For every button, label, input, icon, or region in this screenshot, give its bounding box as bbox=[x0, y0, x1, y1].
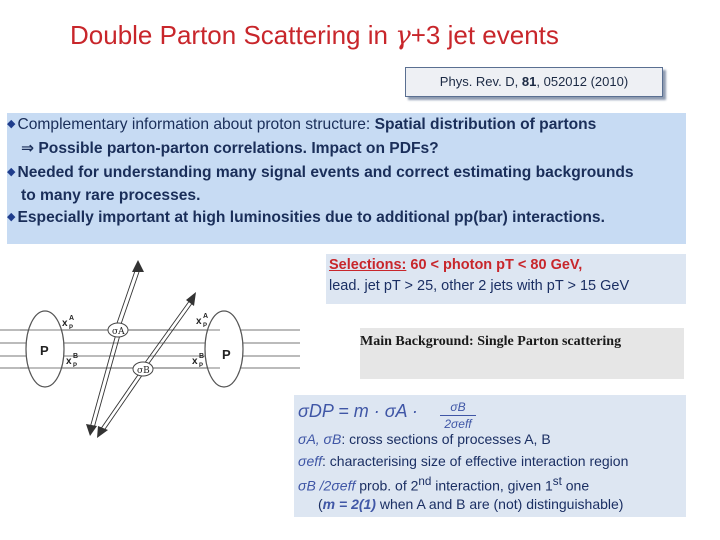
xb-right-sup: B bbox=[199, 353, 205, 360]
formula-line2-sym: σA, σB bbox=[298, 431, 342, 447]
formula-line5-m: m = 2(1) bbox=[322, 496, 376, 512]
formula-line4-text-c: one bbox=[561, 477, 590, 494]
formula-box bbox=[294, 395, 686, 517]
selections-box bbox=[326, 254, 686, 304]
xa-left-x: x bbox=[62, 318, 68, 329]
formula-line-2 bbox=[298, 431, 551, 447]
info-b3: Especially important at high luminosities due to additional pp(bar) interactions. bbox=[17, 209, 605, 226]
formula-line-5 bbox=[318, 496, 623, 512]
formula-main bbox=[298, 401, 418, 422]
formula-line4-sup-b: st bbox=[552, 475, 562, 488]
selections-line-2 bbox=[329, 278, 629, 294]
formula-fraction bbox=[440, 400, 476, 431]
info-box bbox=[7, 113, 686, 244]
frac-bar bbox=[440, 415, 476, 416]
formula-lhs: σDP = m · σA · bbox=[298, 401, 418, 421]
xb-left-sup: B bbox=[73, 353, 79, 360]
info-bullet-1-line2 bbox=[21, 139, 439, 158]
selections-line2-text: lead. jet pT > 25, other 2 jets with pT > 15 GeV bbox=[329, 278, 630, 294]
frac-numerator: σB bbox=[450, 400, 466, 414]
proton-left-label: P bbox=[40, 343, 49, 358]
formula-line-4 bbox=[298, 475, 589, 494]
diamond-bullet-icon: ◆ bbox=[7, 211, 16, 223]
formula-line3-sym: σeff bbox=[298, 453, 323, 469]
title-gamma: γ bbox=[395, 21, 411, 51]
selections-label: Selections: bbox=[329, 257, 407, 273]
formula-line5-text: when A and B are (not) distinguishable) bbox=[375, 496, 624, 512]
info-bullet-2-line2 bbox=[21, 187, 200, 205]
formula-line4-text-a: prob. of 2 bbox=[355, 477, 419, 494]
diamond-bullet-icon: ◆ bbox=[7, 118, 16, 130]
formula-line5-open: ( bbox=[318, 496, 323, 512]
info-b2-line1: Needed for understanding many signal events and correct estimating backgrounds bbox=[17, 164, 634, 181]
dps-diagram bbox=[0, 250, 300, 450]
ref-volume: 81 bbox=[521, 74, 537, 89]
background-box bbox=[360, 328, 684, 379]
xb-right-sub: P bbox=[199, 363, 204, 369]
ref-journal: Phys. Rev. D, bbox=[439, 74, 522, 89]
info-b1-normal: Complementary information about proton structure: bbox=[17, 116, 375, 133]
frac-denominator: 2σeff bbox=[444, 417, 472, 431]
reference-box bbox=[405, 67, 663, 97]
formula-line2-text: : cross sections of processes A, B bbox=[341, 431, 551, 447]
jet-lines bbox=[90, 268, 193, 432]
xb-right-x: x bbox=[192, 356, 198, 367]
formula-line-3 bbox=[298, 453, 628, 469]
xa-left-sub: P bbox=[69, 325, 74, 331]
xb-left-sub: P bbox=[73, 363, 78, 369]
xb-left-x: x bbox=[66, 356, 72, 367]
info-b1-bold: Spatial distribution of partons bbox=[374, 116, 597, 133]
sigma-a-label: σA bbox=[112, 327, 125, 337]
selections-line1-text: 60 < photon pT < 80 GeV, bbox=[406, 257, 583, 273]
formula-line4-text-b: interaction, given 1 bbox=[431, 477, 553, 494]
info-bullet-2 bbox=[7, 164, 634, 182]
arrow-down-icon bbox=[86, 424, 97, 436]
selections-line-1 bbox=[329, 257, 582, 273]
xa-right-sub: P bbox=[203, 323, 208, 329]
info-b1-line2: ⇒ Possible parton-parton correlations. Impact on PDFs? bbox=[21, 140, 439, 157]
arrow-up-icon bbox=[132, 260, 144, 272]
xa-left-sup: A bbox=[69, 315, 75, 322]
jet-arrowheads bbox=[86, 260, 196, 438]
ref-article: , 052012 (2010) bbox=[536, 74, 629, 89]
info-bullet-3 bbox=[7, 209, 605, 227]
title-suffix: +3 jet events bbox=[410, 20, 559, 50]
x-labels bbox=[62, 313, 208, 369]
sigma-b-label: σB bbox=[137, 366, 150, 376]
info-bullet-1 bbox=[7, 116, 596, 134]
slide-title bbox=[70, 20, 559, 51]
formula-line3-text: : characterising size of effective interaction region bbox=[322, 453, 629, 469]
proton-right-label: P bbox=[222, 347, 231, 362]
background-text: Main Background: Single Parton scattering bbox=[360, 334, 622, 349]
info-b2-line2: to many rare processes. bbox=[21, 187, 201, 204]
xa-right-x: x bbox=[196, 316, 202, 327]
formula-line4-sym: σB /2σeff bbox=[298, 477, 356, 494]
formula-line4-sup-a: nd bbox=[418, 475, 432, 488]
title-prefix: Double Parton Scattering in bbox=[70, 20, 396, 50]
xa-right-sup: A bbox=[203, 313, 209, 320]
diamond-bullet-icon: ◆ bbox=[7, 166, 16, 178]
